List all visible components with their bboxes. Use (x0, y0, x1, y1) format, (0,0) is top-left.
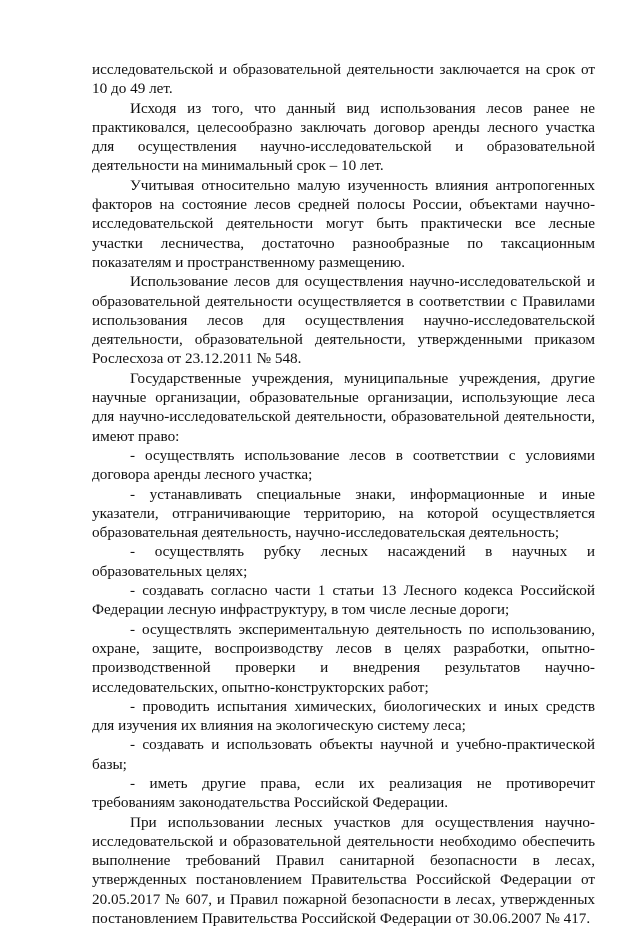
list-item: - проводить испытания химических, биологических и иных средств для изучения их влияния на экологическую систему леса; (92, 697, 595, 735)
paragraph: исследовательской и образовательной деятельности заключается на срок от 10 до 49 лет. (92, 61, 595, 98)
document-body (92, 60, 595, 928)
paragraph: При использовании лесных участков для осуществления научно-исследовательской и образовательной деятельности необходимо обеспечить выполнение требований Правил санитарной безопасности в лесах, утвержденных постановлением Правительства Российской Федерации от 20.05.2017 № 607, и Правил пожарной безопасности в лесах, утвержденных постановлением Правительства Российской Федерации от 30.06.2007 № 417. (92, 813, 595, 928)
list-item: - устанавливать специальные знаки, информационные и иные указатели, отграничивающие территорию, на которой осуществляется образовательная деятельность, научно-исследовательская деятельность; (92, 485, 595, 542)
list-item: - создавать и использовать объекты научной и учебно-практической базы; (92, 736, 595, 773)
paragraph: Государственные учреждения, муниципальные учреждения, другие научные организации, образовательные организации, использующие леса для научно-исследовательской деятельности, образовательной деятельности, имеют право: (92, 369, 595, 445)
list-item: - иметь другие права, если их реализация не противоречит требованиям законодательства Российской Федерации. (92, 774, 595, 812)
paragraph: Исходя из того, что данный вид использования лесов ранее не практиковался, целесообразно заключать договор аренды лесного участка для осуществления научно-исследовательской и образовательной деятельности на минимальный срок – 10 лет. (92, 99, 595, 175)
list-item: - осуществлять экспериментальную деятельность по использованию, охране, защите, воспроизводству лесов в целях разработки, опытно-производственной проверки и внедрения результатов научно-исследовательских, опытно-конструкторских работ; (92, 620, 595, 696)
list-item: - осуществлять использование лесов в соответствии с условиями договора аренды лесного участка; (92, 446, 595, 484)
list-item: - осуществлять рубку лесных насаждений в научных и образовательных целях; (92, 543, 595, 580)
paragraph: Использование лесов для осуществления научно-исследовательской и образовательной деятельности осуществляется в соответствии с Правилами использования лесов для осуществления научно-исследовательской деятельности, образовательной деятельности, утвержденными приказом Рослесхоза от 23.12.2011 № 548. (92, 273, 595, 368)
paragraph: Учитывая относительно малую изученность влияния антропогенных факторов на состояние лесов средней полосы России, объектами научно-исследовательской деятельности могут быть практически все лесные участки лесничества, достаточно разнообразные по таксационным показателям и пространственному размещению. (92, 176, 595, 271)
list-item: - создавать согласно части 1 статьи 13 Лесного кодекса Российской Федерации лесную инфраструктуру, в том числе лесные дороги; (92, 582, 595, 619)
